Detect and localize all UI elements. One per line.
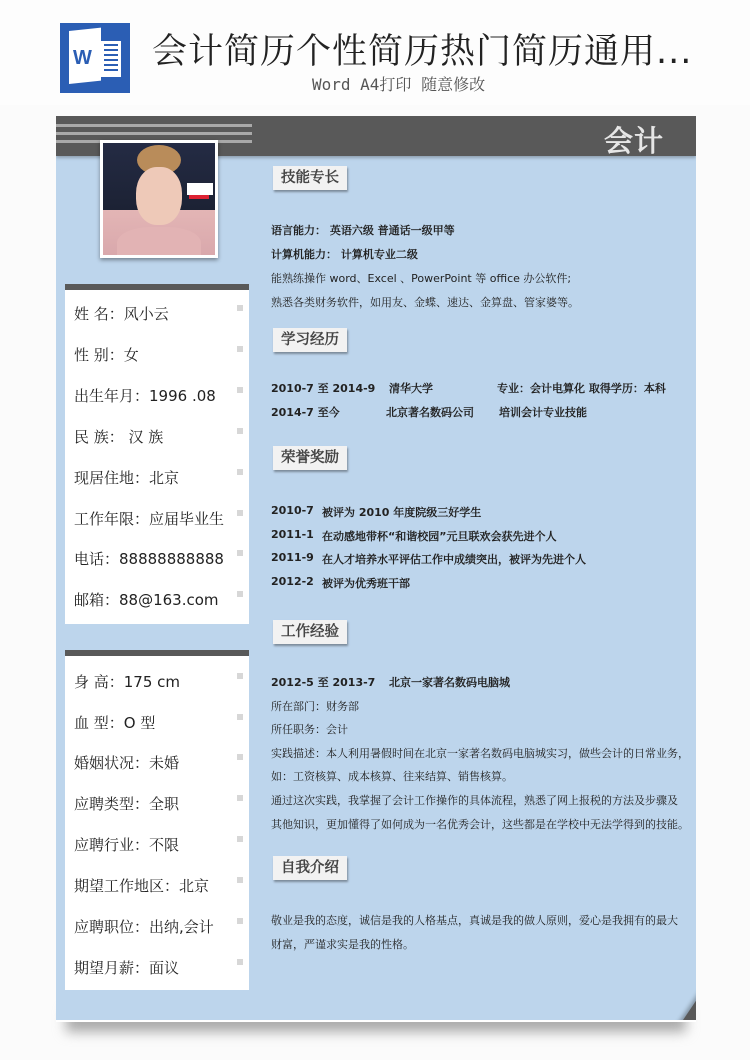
section-title-intro: 自我介绍 xyxy=(273,856,347,880)
info-gender: 性 别：女 xyxy=(74,344,243,365)
bullet-square-icon xyxy=(237,754,243,760)
resume-page: 会计 姓 名：风小云 性 别：女 出生年月：1996 .08 民 族： 汉 族 现居住地：北京 工作年限：应届毕业生 电话：88888888888 邮箱：88@163.com 身 高：175 cm 血 型：O 型 婚姻状况：未婚 应聘类型：全职 应聘行业：不限 期望工作地区：北京 应聘职位：出纳,会计 期望月薪：面议 技能专长 语言能力： 英语六级 普通话一级甲等 计算机能力： 计算机专业二级 能熟练操作 word、Excel 、PowerPoint 等 office 办公软件; 熟悉各类财务软件，如用友、金蝶、速达、金算盘、管家婆等。 学习经历 2010-7 至 2014-9 清华大学 专业：会计电算化 取得学历：本科 2014-7 至今 北京著名数码公司 培训会计专业技能 荣誉奖励 2010-7 被评为 2010 年度院级三好学生 2011-1 在动感地带杯“和谐校园”元旦联欢会获先进个人 2011-9 在人才培养水平评估工作中成绩突出，被评为先进个人 2012-2 被评为优秀班干部 工作经验 2012-5 至 2013-7 北京一家著名数码电脑城 所在部门：财务部 所任职务：会计 实践描述：本人利用暑假时间在北京一家著名数码电脑城实习，做些会计的日常业务， 如：工资核算、成本核算、往来结算、销售核算。 通过这次实践，我掌握了会计工作操作的具体流程，熟悉了网上报税的方法及步骤及 其他知识，更加懂得了如何成为一名优秀会计，这些都是在学校中无法学得到的技能。 自我介绍 敬业是我的态度，诚信是我的人格基点，真诚是我的做人原则，爱心是我拥有的最大 财富，严谨求实是我的性格。 xyxy=(56,116,696,1022)
resume-header-title: 会计 xyxy=(603,124,664,158)
bullet-square-icon xyxy=(237,346,243,352)
section-title-skills: 技能专长 xyxy=(273,166,347,190)
info-salary: 期望月薪：面议 xyxy=(74,957,243,978)
info-residence: 现居住地：北京 xyxy=(74,467,243,488)
personal-info-card xyxy=(65,284,249,624)
info-blood-type: 血 型：O 型 xyxy=(74,712,243,733)
skill-computer: 计算机能力： 计算机专业二级 xyxy=(271,248,418,261)
header-stripe xyxy=(56,132,252,135)
document-subtitle: Word A4打印 随意修改 xyxy=(312,75,486,94)
info-work-years: 工作年限：应届毕业生 xyxy=(74,508,243,529)
info-ethnicity: 民 族： 汉 族 xyxy=(74,426,243,447)
work-role: 所任职务：会计 xyxy=(271,723,348,736)
info-location: 期望工作地区：北京 xyxy=(74,875,243,896)
bullet-square-icon xyxy=(237,836,243,842)
work-description: 通过这次实践，我掌握了会计工作操作的具体流程，熟悉了网上报税的方法及步骤及 xyxy=(271,794,678,807)
info-marital: 婚姻状况：未婚 xyxy=(74,752,243,773)
work-description: 实践描述：本人利用暑假时间在北京一家著名数码电脑城实习，做些会计的日常业务， xyxy=(271,747,689,760)
bullet-square-icon xyxy=(237,469,243,475)
section-title-education: 学习经历 xyxy=(273,328,347,352)
bullet-square-icon xyxy=(237,959,243,965)
info-birth: 出生年月：1996 .08 xyxy=(74,385,243,406)
skill-office: 能熟练操作 word、Excel 、PowerPoint 等 office 办公软件; xyxy=(271,272,572,285)
info-phone: 电话：88888888888 xyxy=(74,548,243,569)
bullet-square-icon xyxy=(237,591,243,597)
info-email: 邮箱：88@163.com xyxy=(74,589,243,610)
other-info-card xyxy=(65,650,249,990)
section-title-work: 工作经验 xyxy=(273,620,347,644)
work-description: 其他知识，更加懂得了如何成为一名优秀会计，这些都是在学校中无法学得到的技能。 xyxy=(271,818,689,831)
bullet-square-icon xyxy=(237,428,243,434)
bullet-square-icon xyxy=(237,387,243,393)
bullet-square-icon xyxy=(237,877,243,883)
profile-photo xyxy=(100,140,218,258)
bullet-square-icon xyxy=(237,305,243,311)
work-department: 所在部门：财务部 xyxy=(271,700,359,713)
bullet-square-icon xyxy=(237,918,243,924)
section-title-honors: 荣誉奖励 xyxy=(273,446,347,470)
info-industry: 应聘行业：不限 xyxy=(74,834,243,855)
intro-text: 财富，严谨求实是我的性格。 xyxy=(271,938,414,951)
bullet-square-icon xyxy=(237,714,243,720)
intro-text: 敬业是我的态度，诚信是我的人格基点，真诚是我的做人原则，爱心是我拥有的最大 xyxy=(271,914,678,927)
bullet-square-icon xyxy=(237,673,243,679)
bullet-square-icon xyxy=(237,510,243,516)
document-title: 会计简历个性简历热门简历通用... xyxy=(152,32,693,72)
work-description: 如：工资核算、成本核算、往来结算、销售核算。 xyxy=(271,770,513,783)
skill-finance-software: 熟悉各类财务软件，如用友、金蝶、速达、金算盘、管家婆等。 xyxy=(271,296,579,309)
decorative-diagonal-stripe xyxy=(652,936,696,1022)
word-icon xyxy=(60,23,130,93)
bullet-square-icon xyxy=(237,795,243,801)
preview-banner xyxy=(0,0,750,105)
info-name: 姓 名：风小云 xyxy=(74,303,243,324)
bullet-square-icon xyxy=(237,550,243,556)
info-job-type: 应聘类型：全职 xyxy=(74,793,243,814)
word-icon-letter: W xyxy=(73,47,92,69)
header-stripe xyxy=(56,124,252,127)
info-height: 身 高：175 cm xyxy=(74,671,243,692)
info-position: 应聘职位：出纳,会计 xyxy=(74,916,243,937)
skill-language: 语言能力： 英语六级 普通话一级甲等 xyxy=(271,224,455,237)
word-icon-lines xyxy=(101,41,121,77)
